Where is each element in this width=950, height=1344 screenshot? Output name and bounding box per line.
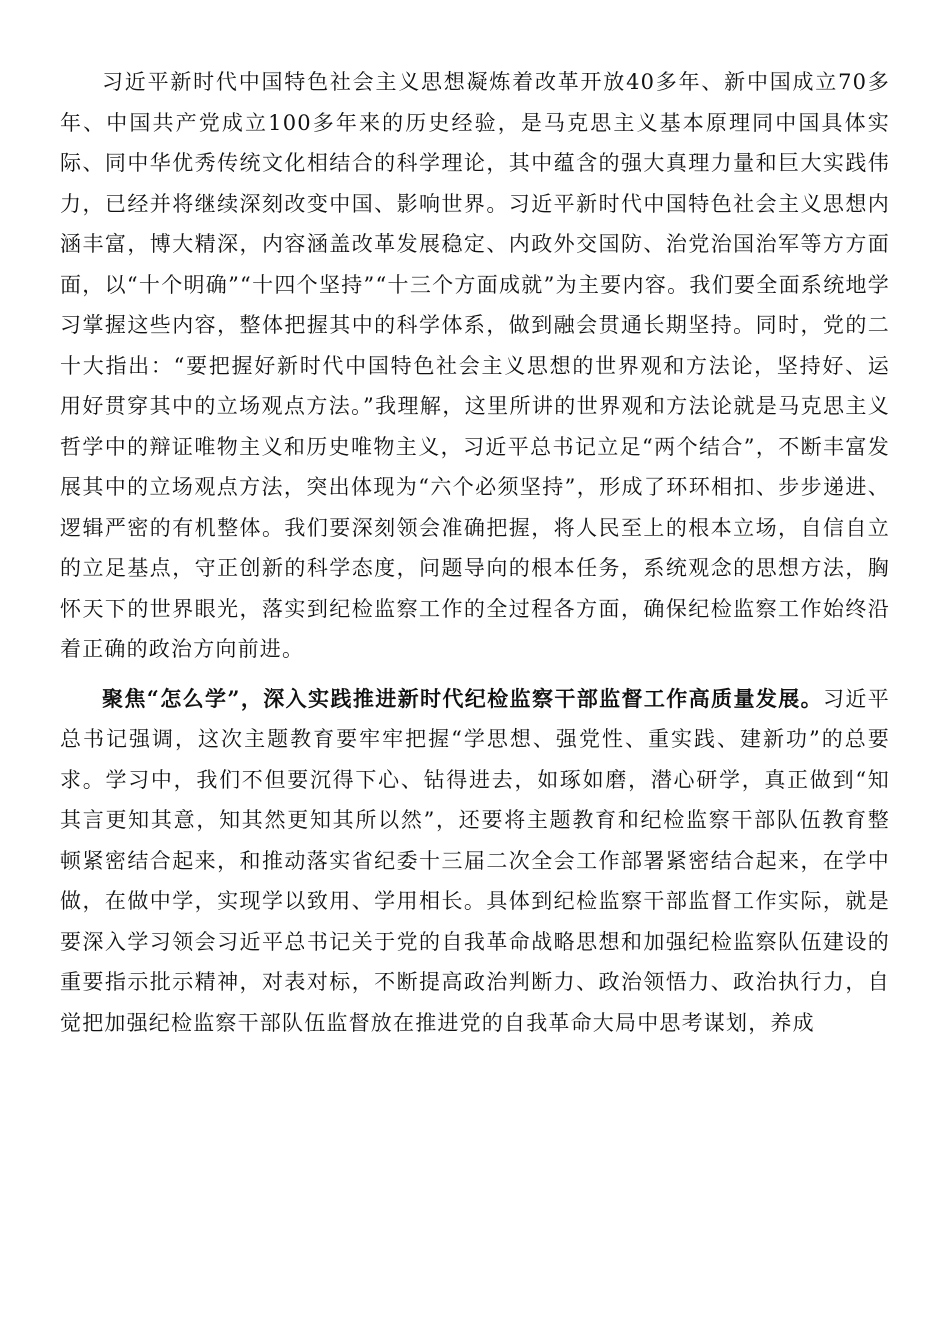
document-page <box>60 62 890 1043</box>
paragraph-1-text: 习近平新时代中国特色社会主义思想凝炼着改革开放40多年、新中国成立70多年、中国共产党成立100多年来的历史经验，是马克思主义基本原理同中国具体实际、同中华优秀传统文化相结合的科学理论，其中蕴含的强大真理力量和巨大实践伟力，已经并将继续深刻改变中国、影响世界。习近平新时代中国特色社会主义思想内涵丰富，博大精深，内容涵盖改革发展稳定、内政外交国防、治党治国治军等方方面面，以“十个明确”“十四个坚持”“十三个方面成就”为主要内容。我们要全面系统地学习掌握这些内容，整体把握其中的科学体系，做到融会贯通长期坚持。同时，党的二十大指出：“要把握好新时代中国特色社会主义思想的世界观和方法论，坚持好、运用好贯穿其中的立场观点方法。”我理解，这里所讲的世界观和方法论就是马克思主义哲学中的辩证唯物主义和历史唯物主义，习近平总书记立足“两个结合”，不断丰富发展其中的立场观点方法，突出体现为“六个必须坚持”，形成了环环相扣、步步递进、逻辑严密的有机整体。我们要深刻领会准确把握，将人民至上的根本立场，自信自立的立足基点，守正创新的科学态度，问题导向的根本任务，系统观念的思想方法，胸怀天下的世界眼光，落实到纪检监察工作的全过程各方面，确保纪检监察工作始终沿着正确的政治方向前进。 <box>60 70 890 661</box>
paragraph-2-text: 习近平总书记强调，这次主题教育要牢牢把握“学思想、强党性、重实践、建新功”的总要求。学习中，我们不但要沉得下心、钻得进去，如琢如磨，潜心研学，真正做到“知其言更知其意，知其然更知其所以然”，还要将主题教育和纪检监察干部队伍教育整顿紧密结合起来，和推动落实省纪委十三届二次全会工作部署紧密结合起来，在学中做，在做中学，实现学以致用、学用相长。具体到纪检监察干部监督工作实际，就是要深入学习领会习近平总书记关于党的自我革命战略思想和加强纪检监察队伍建设的重要指示批示精神，对表对标，不断提高政治判断力、政治领悟力、政治执行力，自觉把加强纪检监察干部队伍监督放在推进党的自我革命大局中思考谋划，养成 <box>60 686 890 1035</box>
paragraph-2 <box>60 679 890 1044</box>
paragraph-2-lead: 聚焦“怎么学”，深入实践推进新时代纪检监察干部监督工作高质量发展。 <box>102 685 824 711</box>
paragraph-1 <box>60 62 890 670</box>
